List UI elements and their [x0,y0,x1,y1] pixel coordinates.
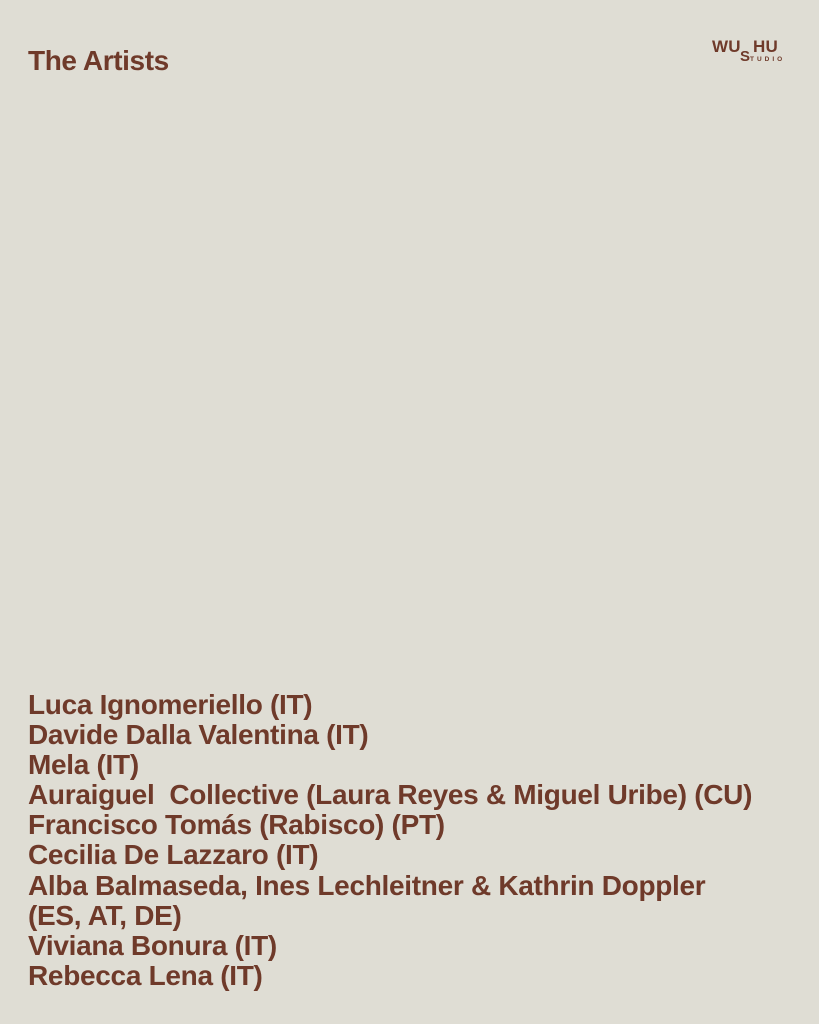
artist-line: Luca Ignomeriello (IT) [28,689,313,720]
logo-text-hu: HU [753,37,778,56]
artist-line: Rebecca Lena (IT) [28,959,263,991]
artist-line: Davide Dalla Valentina (IT) [28,719,369,751]
wushu-studio-logo [712,38,788,66]
artist-line: (ES, AT, DE) [28,899,182,931]
artist-list [28,690,798,991]
page-title: The Artists [28,44,169,76]
artist-line: Mela (IT) [28,749,139,781]
artist-line: Alba Balmaseda, Ines Lechleitner & Kathrin Doppler [28,869,706,901]
artist-line: Viviana Bonura (IT) [28,929,277,961]
artist-line: Francisco Tomás (Rabisco) (PT) [28,809,445,841]
artist-line: Cecilia De Lazzaro (IT) [28,839,319,871]
logo-text-tudio: TUDIO [750,56,786,63]
logo-text-wu: WU [712,37,741,56]
artist-line: Auraiguel Collective (Laura Reyes & Miguel Uribe) (CU) [28,779,753,811]
logo-text-s: S [740,48,751,65]
